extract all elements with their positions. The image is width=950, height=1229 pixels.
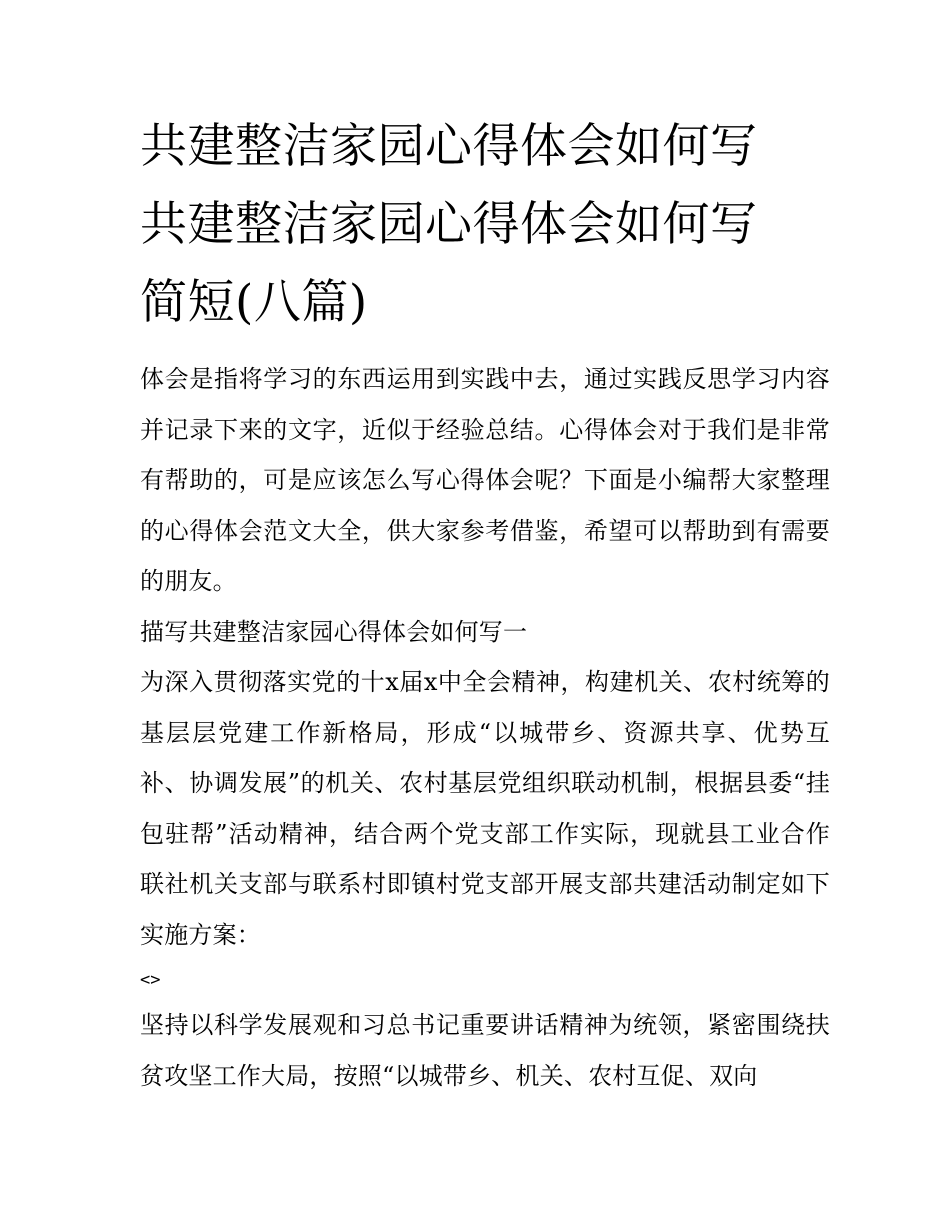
title-line-2: 共建整洁家园心得体会如何写 bbox=[140, 197, 758, 252]
title-line-1: 共建整洁家园心得体会如何写 bbox=[140, 119, 758, 174]
body-paragraph: 为深入贯彻落实党的十x届x中全会精神，构建机关、农村统筹的基层层党建工作新格局，形成“以城带乡、资源共享、优势互补、协调发展”的机关、农村基层党组织联动机制，根据县委“挂包驻帮”活动精神，结合两个党支部工作实际，现就县工业合作联社机关支部与联系村即镇村党支部开展支部共建活动制定如下实施方案： bbox=[140, 668, 830, 949]
intro-paragraph: 体会是指将学习的东西运用到实践中去，通过实践反思学习内容并记录下来的文字，近似于经验总结。心得体会对于我们是非常有帮助的，可是应该怎么写心得体会呢？下面是小编帮大家整理的心得体会范文大全，供大家参考借鉴，希望可以帮助到有需要的朋友。 bbox=[140, 365, 830, 595]
document-title bbox=[140, 108, 830, 342]
section-heading: 描写共建整洁家园心得体会如何写一 bbox=[140, 617, 528, 646]
placeholder-marker: <> bbox=[140, 970, 161, 990]
body-paragraph: 坚持以科学发展观和习总书记重要讲话精神为统领，紧密围绕扶贫攻坚工作大局，按照“以城带乡、机关、农村互促、双向 bbox=[140, 1011, 830, 1090]
document-body bbox=[140, 354, 830, 1101]
title-line-3: 简短(八篇) bbox=[140, 275, 368, 330]
document-page bbox=[140, 108, 830, 1101]
